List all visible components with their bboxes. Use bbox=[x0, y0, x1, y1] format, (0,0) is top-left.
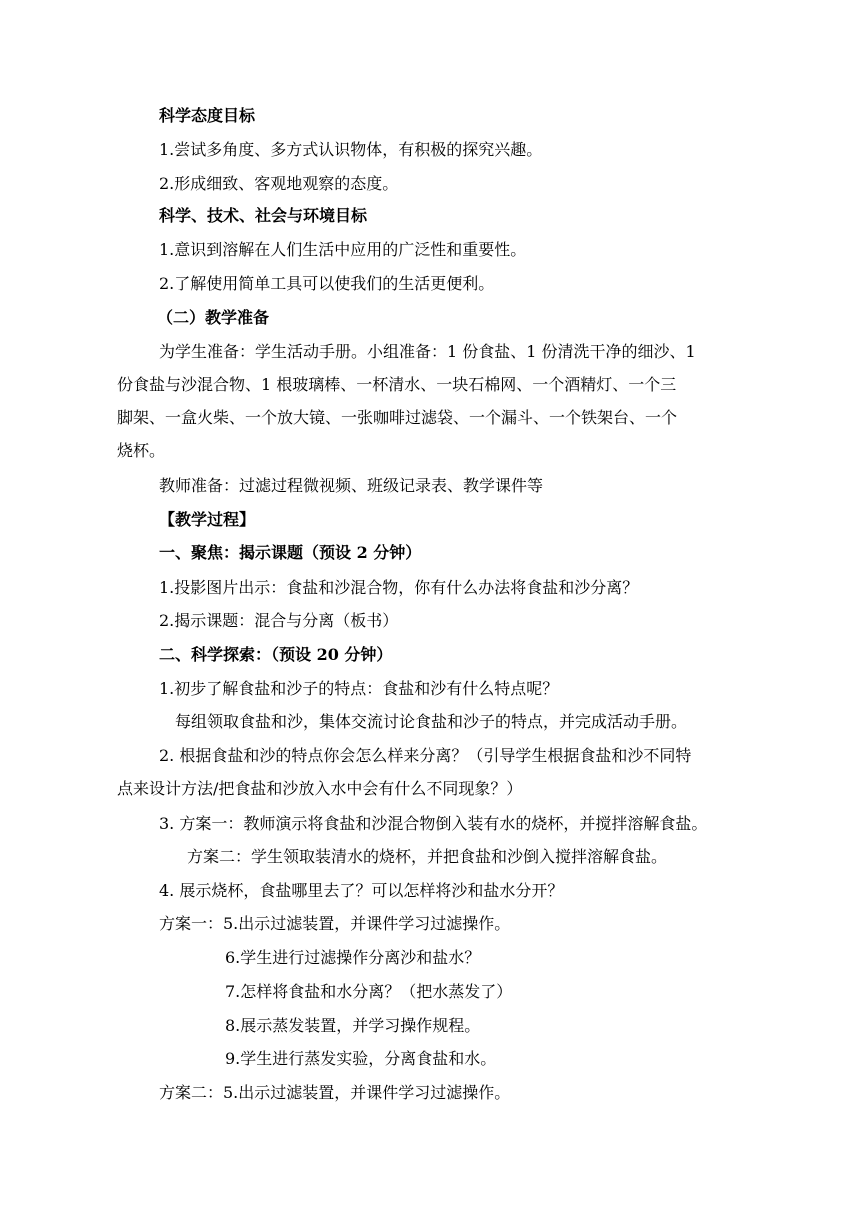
paragraph-line: 2.了解使用简单工具可以使我们的生活更便利。 bbox=[159, 274, 495, 293]
paragraph-line: 每组领取食盐和沙，集体交流讨论食盐和沙子的特点，并完成活动手册。 bbox=[175, 712, 688, 731]
paragraph-line: 为学生准备：学生活动手册。小组准备：1 份食盐、1 份清洗干净的细沙、1 bbox=[159, 342, 696, 361]
heading-section-one: 一、聚焦：揭示课题（预设 2 分钟） bbox=[159, 543, 422, 562]
paragraph-line: 7.怎样将食盐和水分离？（把水蒸发了） bbox=[225, 982, 513, 1001]
paragraph-line: 方案一：5.出示过滤装置，并课件学习过滤操作。 bbox=[159, 914, 511, 933]
paragraph-line: 1.初步了解食盐和沙子的特点：食盐和沙有什么特点呢？ bbox=[159, 679, 559, 698]
paragraph-line: 3. 方案一：教师演示将食盐和沙混合物倒入装有水的烧杯，并搅拌溶解食盐。 bbox=[159, 814, 708, 833]
paragraph-line: 1.尝试多角度、多方式认识物体，有积极的探究兴趣。 bbox=[159, 140, 543, 159]
paragraph-line: 8.展示蒸发装置，并学习操作规程。 bbox=[225, 1016, 481, 1035]
heading-teaching-prep: （二）教学准备 bbox=[157, 308, 270, 327]
paragraph-line: 6.学生进行过滤操作分离沙和盐水？ bbox=[225, 948, 481, 967]
paragraph-line: 2.形成细致、客观地观察的态度。 bbox=[159, 174, 399, 193]
heading-teaching-process: 【教学过程】 bbox=[159, 510, 256, 529]
heading-section-two: 二、科学探索：（预设 20 分钟） bbox=[159, 645, 393, 664]
paragraph-line: 4. 展示烧杯，食盐哪里去了？可以怎样将沙和盐水分开？ bbox=[159, 881, 564, 900]
paragraph-line: 9.学生进行蒸发实验，分离食盐和水。 bbox=[225, 1049, 497, 1068]
paragraph-line: 份食盐与沙混合物、1 根玻璃棒、一杯清水、一块石棉网、一个酒精灯、一个三 bbox=[117, 375, 677, 394]
paragraph-line: 脚架、一盒火柴、一个放大镜、一张咖啡过滤袋、一个漏斗、一个铁架台、一个 bbox=[117, 408, 678, 427]
heading-science-attitude: 科学态度目标 bbox=[159, 106, 256, 125]
paragraph-line: 1.意识到溶解在人们生活中应用的广泛性和重要性。 bbox=[159, 240, 527, 259]
heading-sts-goals: 科学、技术、社会与环境目标 bbox=[159, 206, 368, 225]
paragraph-line: 方案二：5.出示过滤装置，并课件学习过滤操作。 bbox=[159, 1083, 511, 1102]
paragraph-line: 点来设计方法/把食盐和沙放入水中会有什么不同现象？） bbox=[117, 779, 523, 798]
paragraph-line: 方案二：学生领取装清水的烧杯，并把食盐和沙倒入搅拌溶解食盐。 bbox=[187, 847, 668, 866]
paragraph-line: 烧杯。 bbox=[117, 441, 166, 460]
paragraph-line: 2.揭示课题：混合与分离（板书） bbox=[159, 611, 399, 630]
paragraph-line: 1.投影图片出示：食盐和沙混合物，你有什么办法将食盐和沙分离？ bbox=[159, 578, 639, 597]
paragraph-line: 教师准备：过滤过程微视频、班级记录表、教学课件等 bbox=[159, 476, 544, 495]
paragraph-line: 2. 根据食盐和沙的特点你会怎么样来分离？（引导学生根据食盐和沙不同特 bbox=[159, 746, 692, 765]
